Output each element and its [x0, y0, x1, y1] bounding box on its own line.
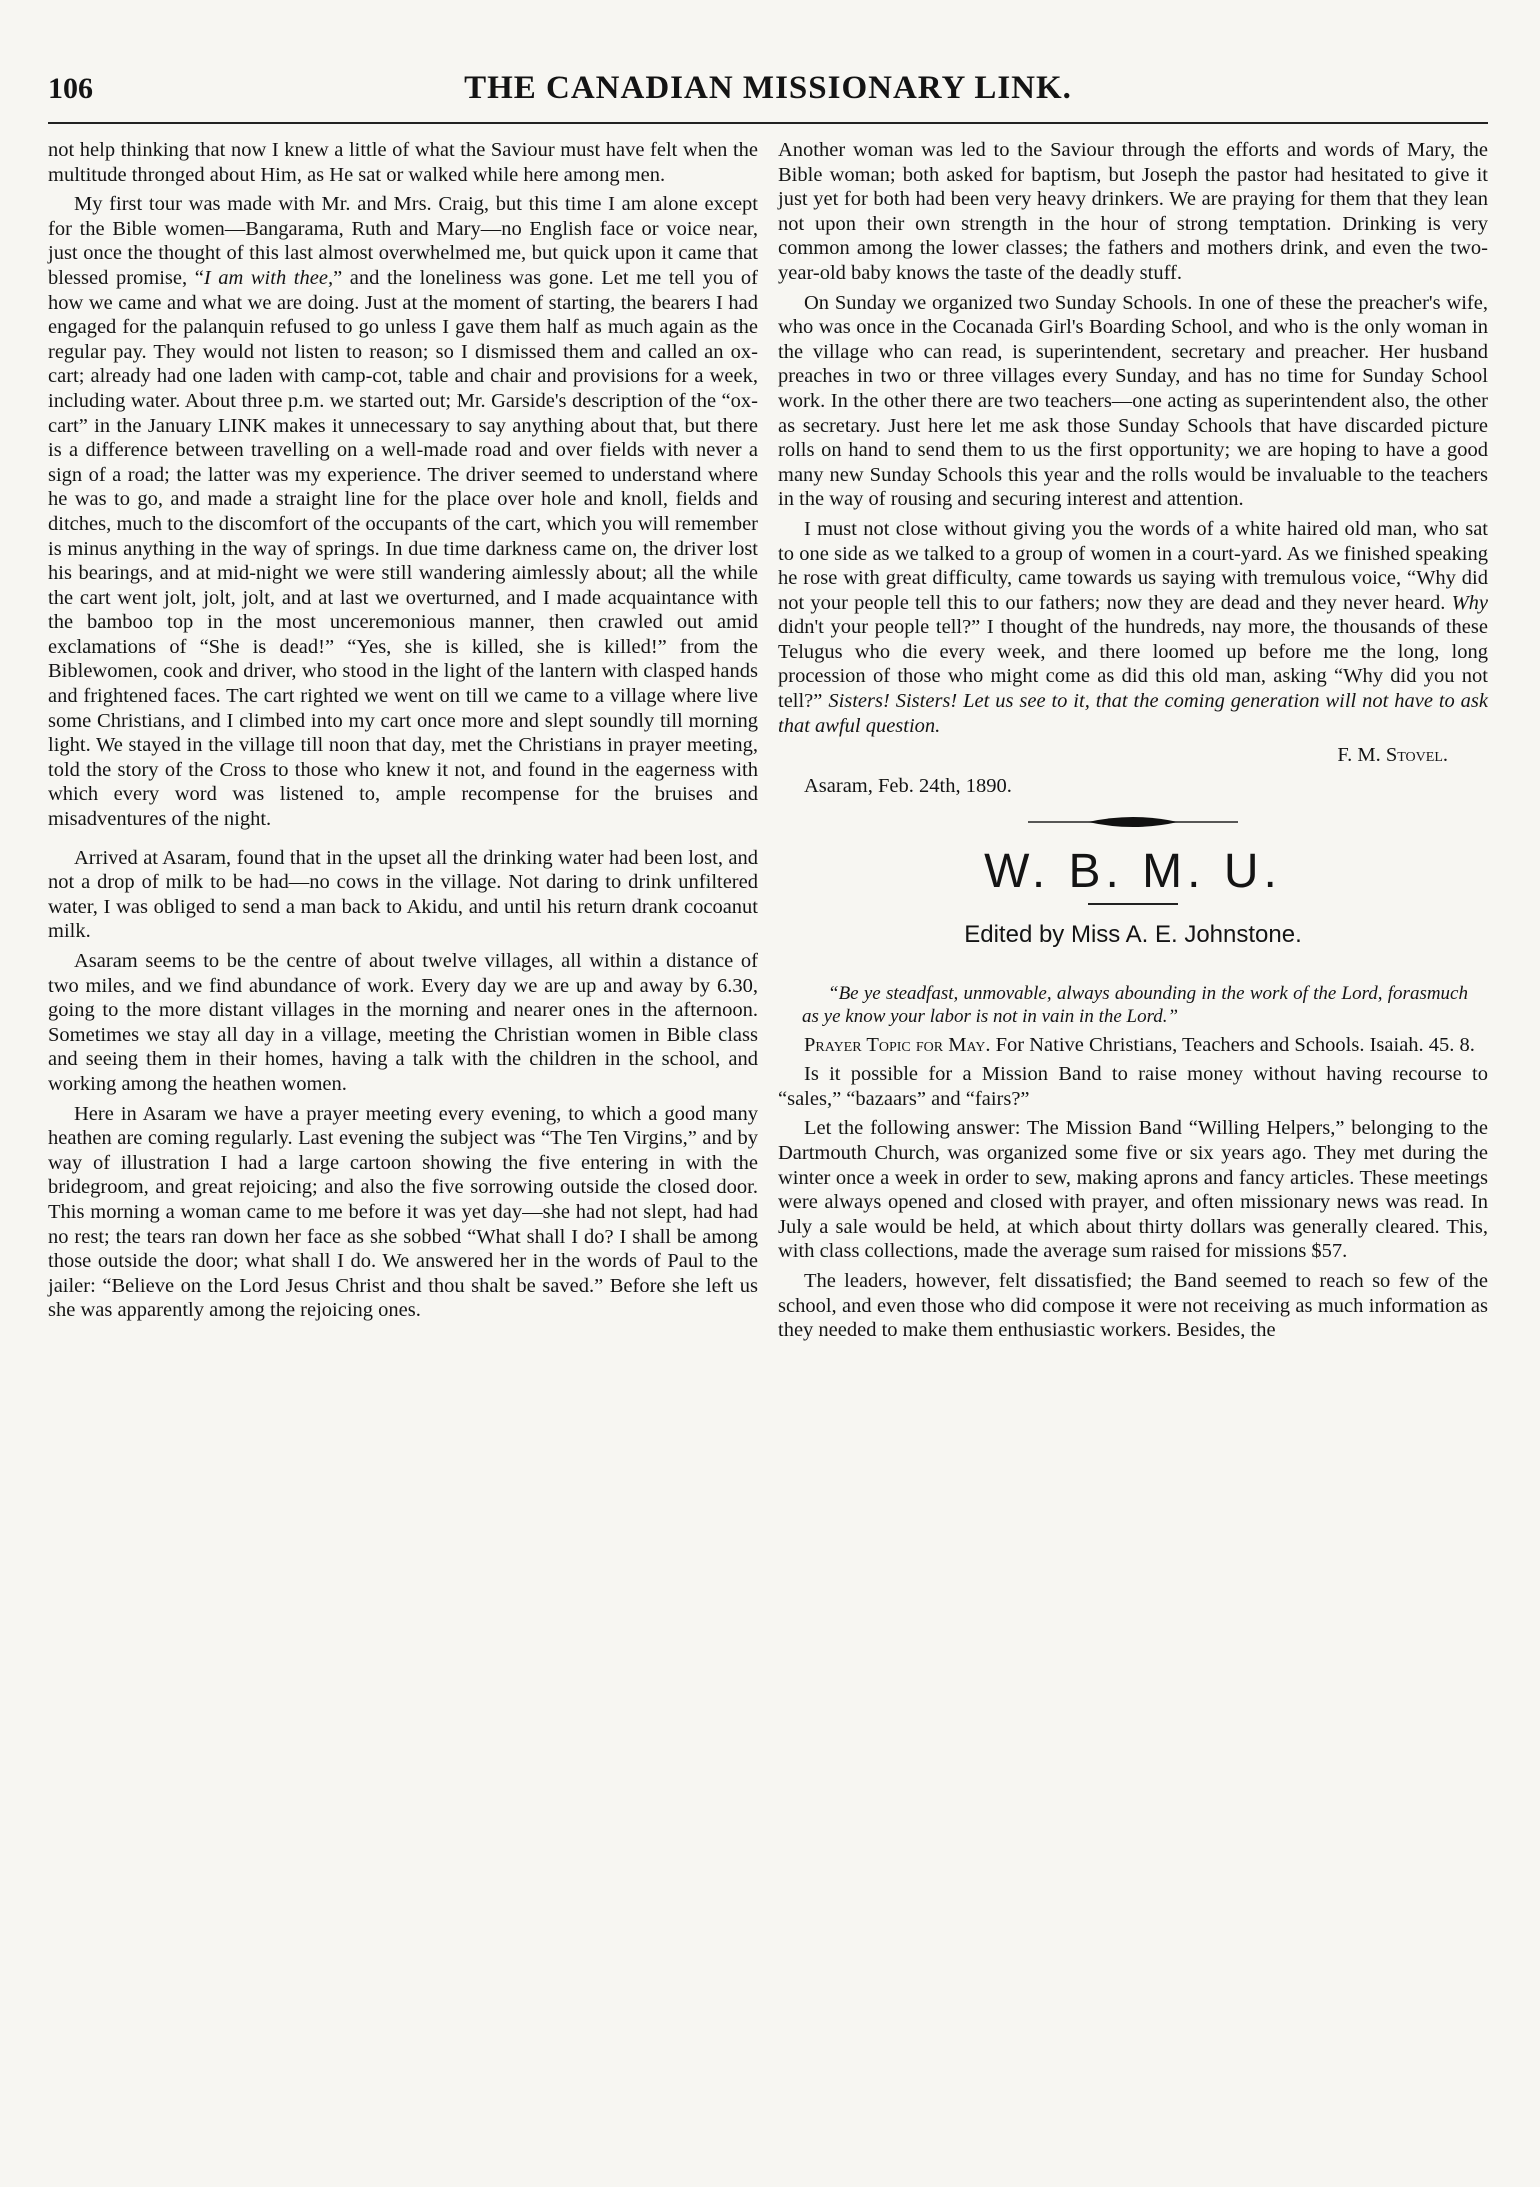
- section-title: W. B. M. U.: [984, 845, 1282, 899]
- paragraph: not help thinking that now I knew a little of what the Saviour must have felt when the multitude thronged about Him, as He sat or walked while here among men.: [48, 139, 758, 186]
- paragraph: On Sunday we organized two Sunday Schools. In one of these the preacher's wife, who was once in the Cocanada Girl's Boarding School, and who is the only woman in the village who can read, is superintendent, secretary and preacher. Her husband preaches in two or three villages every Sunday, and has no time for Sunday School work. In the other there are two teachers—one acting as superintendent also, the other as secretary. Just here let me ask those Sunday Schools that have discarded picture rolls on hand to send them to us the first opportunity; we are hoping to have a good many new Sunday Schools this year and the rolls would be invaluable to the teachers in the way of rousing and securing interest and attention.: [778, 291, 1488, 511]
- prayer-topic: [778, 1033, 1488, 1058]
- author-signature: F. M. Stovel.: [1337, 744, 1448, 767]
- italic-exhortation: Sisters! Sisters! Let us see to it, that the coming generation will not have to ask that awful question.: [778, 690, 1489, 737]
- section-divider-ornament: [778, 814, 1488, 830]
- article-columns: [48, 138, 1488, 1348]
- editor-credit: Edited by Miss A. E. Johnstone.: [964, 921, 1302, 949]
- text-run: My first tour was made with Mr. and Mrs. Craig, but this time I am alone except for the Bible women—Bangarama, Ruth and Mary—no English face or voice near, just once the thought of this last almost overwhelmed me, but quick upon it came that blessed promise, “: [48, 193, 758, 289]
- paragraph: [48, 192, 758, 831]
- left-column: [48, 138, 758, 1348]
- divider-ornament-icon: [1028, 814, 1238, 830]
- paragraph: Arrived at Asaram, found that in the upset all the drinking water had been lost, and not a drop of milk to be had—no cows in the village. Not daring to drink unfiltered water, I was obliged to send a man back to Akidu, and until his return drank cocoanut milk.: [48, 846, 758, 943]
- text-run: didn't your people tell?” I thought of the hundreds, nay more, the thousands of these Telugus who die every week, and there loomed up before me the long, long procession of those who might come as did this old man, asking “Why did you not tell?”: [778, 616, 1488, 713]
- paragraph: Asaram seems to be the centre of about twelve villages, all within a distance of two miles, and we find abundance of work. Every day we are up and away by 6.30, going to the more distant villages in the morning and nearer ones in the afternoon. Sometimes we stay all day in a village, meeting the Christian women in Bible class and seeing them in their homes, having a talk with the children in the school, and working among the heathen women.: [48, 950, 758, 1095]
- prayer-topic-label: Prayer Topic for May.: [804, 1033, 991, 1056]
- page-header: [48, 70, 1488, 124]
- paragraph: Let the following answer: The Mission Band “Willing Helpers,” belonging to the Dartmouth Church, was organized some five or six years ago. They met during the winter once a week in order to sew, making aprons and fancy articles. These meetings were always opened and closed with prayer, and often missionary news was read. In July a sale would be held, at which about thirty dollars was generally cleared. This, with class collections, made the average sum raised for missions $57.: [778, 1117, 1488, 1263]
- paragraph: Is it possible for a Mission Band to raise money without having recourse to “sales,” “bazaars” and “fairs?”: [778, 1063, 1488, 1110]
- right-column: [778, 138, 1488, 1348]
- text-run: ” and the loneliness was gone. Let me tell you of how we came and what we are doing. Just at the moment of starting, the bearers I had engaged for the palanquin refused to go unless I gave them half as much again as the regular pay. They would not listen to reason; so I dismissed them and called an ox-cart; already had one laden with camp-cot, table and chair and provisions for a week, including water. About three p.m. we started out; Mr. Garside's description of the “ox-cart” in the January LINK makes it unnecessary to say anything about that, but there is a difference between travelling on a well-made road and over fields with never a sign of a road; the latter was my experience. The driver seemed to understand where he was to go, and made a straight line for the place over hole and knoll, fields and ditches, much to the discomfort of the occupants of the cart, which you will remember is minus anything in the way of springs. In due time darkness came on, the driver lost his bearings, and at mid-night we were still wandering aimlessly about; all the while the cart went jolt, jolt, jolt, and at last we overturned, and I made acquaintance with the bamboo top in the most unceremonious manner, then crawled out amid exclamations of “She is dead!” “Yes, she is killed, she is killed!” from the Biblewomen, cook and driver, who stood in the light of the lantern with clasped hands and frightened faces. The cart righted we went on till we came to a village where live some Christians, and I climbed into my cart once more and slept soundly till morning light. We stayed in the village till noon that day, met the Christians in prayer meeting, told the story of the Cross to those who knew it not, and found in the eagerness with which every word was listened to, ample recompense for the bruises and misadventures of the night.: [48, 266, 758, 831]
- paragraph: The leaders, however, felt dissatisfied; the Band seemed to reach so few of the school, and even those who did compose it were not receiving as much information as they needed to make them enthusiastic workers. Besides, the: [778, 1269, 1488, 1342]
- dateline: Asaram, Feb. 24th, 1890.: [804, 774, 1012, 797]
- running-title: THE CANADIAN MISSIONARY LINK.: [464, 70, 1072, 106]
- paragraph: [778, 517, 1488, 738]
- epigraph: “Be ye steadfast, unmovable, always abounding in the work of the Lord, forasmuch as ye know your labor is not in vain in the Lord.”: [802, 982, 1468, 1027]
- italic-word: Why: [1451, 591, 1488, 614]
- text-run: I must not close without giving you the words of a white haired old man, who sat to one side as we talked to a group of women in a court-yard. As we finished speaking he rose with great difficulty, came towards us saying with tremulous voice, “Why did not your people tell this to our fathers; now they are dead and they never heard.: [778, 517, 1488, 614]
- paragraph: Here in Asaram we have a prayer meeting every evening, to which a good many heathen are coming regularly. Last evening the subject was “The Ten Virgins,” and by way of illustration I had a large cartoon showing the five entering in with the bridegroom, and great rejoicing; and also the five sorrowing outside the closed door. This morning a woman came to me before it was yet day—she had not slept, had had no rest; the tears ran down her face as she sobbed “What shall I do? I shall be among those outside the door; what shall I do. We answered her in the words of Paul to the jailer: “Believe on the Lord Jesus Christ and thou shalt be saved.” Before she left us she was apparently among the rejoicing ones.: [48, 1102, 758, 1322]
- page-number: 106: [48, 72, 93, 105]
- heading-rule: [1088, 903, 1178, 905]
- paragraph: Another woman was led to the Saviour through the efforts and words of Mary, the Bible woman; both asked for baptism, but Joseph the pastor had hesitated to give it just yet for both had been very heavy drinkers. We are praying for them that they lean not upon their own strength in the hour of strong temptation. Drinking is very common among the lower classes; the fathers and mothers drink, and even the two-year-old baby knows the taste of the deadly stuff.: [778, 139, 1488, 284]
- italic-quote: I am with thee,: [203, 266, 334, 289]
- prayer-topic-text: For Native Christians, Teachers and Schools. Isaiah. 45. 8.: [995, 1033, 1475, 1056]
